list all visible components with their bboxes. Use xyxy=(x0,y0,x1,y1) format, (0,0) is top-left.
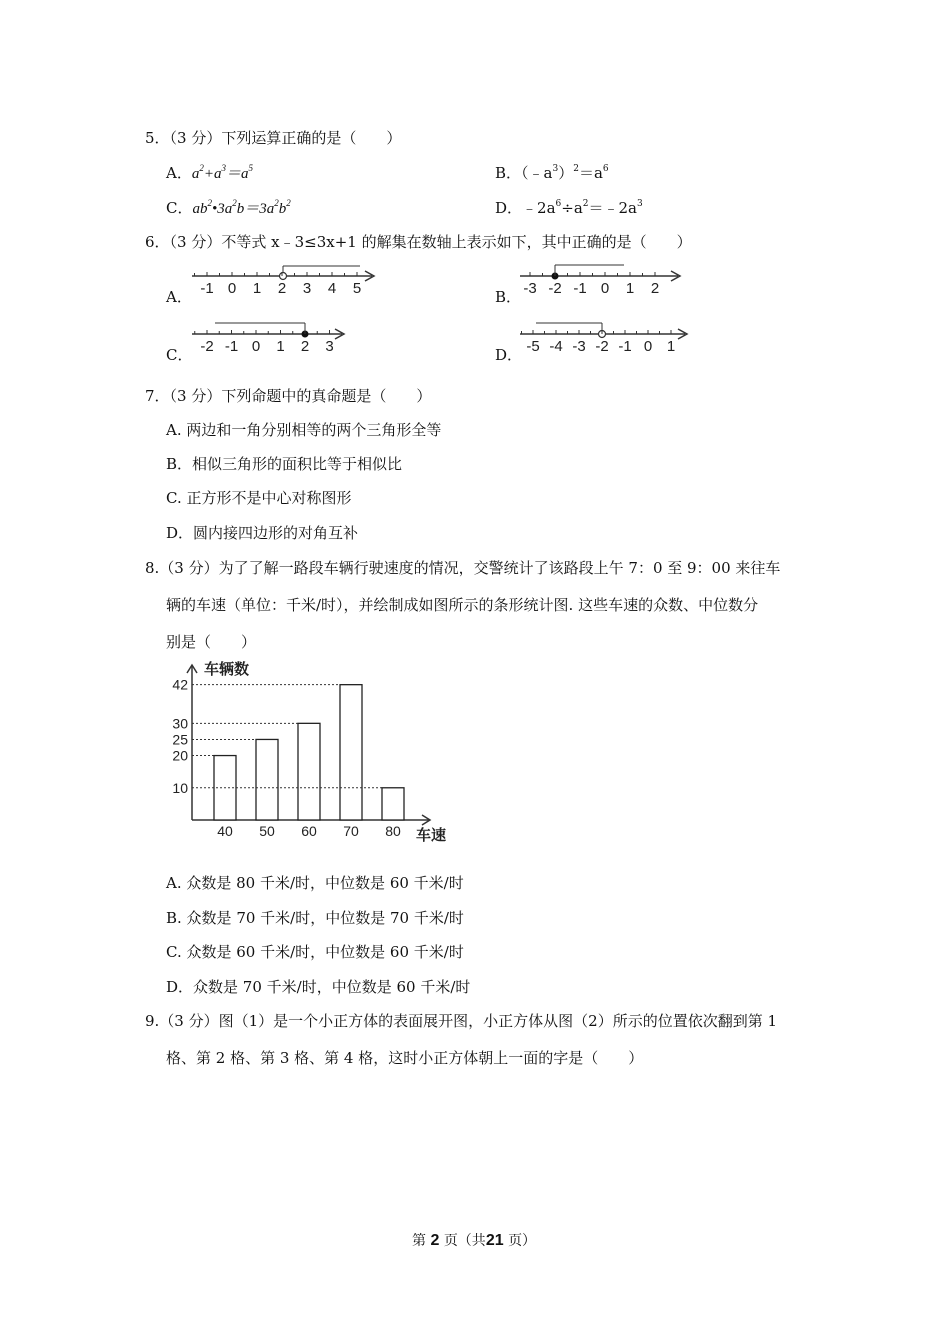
q8-option-d: D．众数是 70 千米/时，中位数是 60 千米/时 xyxy=(166,978,471,996)
y-tick-label: 42 xyxy=(172,676,188,693)
tick-label: 1 xyxy=(666,338,676,355)
bar xyxy=(298,723,320,820)
q6-option-a-label: A． xyxy=(166,288,192,306)
tick-label: 0 xyxy=(251,338,261,355)
q5-option-b: B．$(﹣a^3)^2=a^6$ xyxy=(495,164,609,182)
x-tick-label: 50 xyxy=(259,823,275,839)
q8-option-b: B. 众数是 70 千米/时，中位数是 70 千米/时 xyxy=(166,909,464,927)
tick-label: -5 xyxy=(526,338,540,355)
tick-label: -3 xyxy=(523,280,537,297)
tick-label: -1 xyxy=(200,280,214,297)
q6-option-c-label: C． xyxy=(166,346,193,364)
tick-label: 1 xyxy=(252,280,262,297)
page-total: 21 xyxy=(485,1232,504,1249)
tick-label: 4 xyxy=(327,280,337,297)
tick-label: -1 xyxy=(618,338,632,355)
bar-chart xyxy=(160,655,460,845)
y-axis-label: 车辆数 xyxy=(204,661,250,678)
tick-label: -2 xyxy=(200,338,214,355)
q6-option-b-label: B． xyxy=(495,288,522,306)
q5-d-expr: $﹣2a^6\div a^2=﹣2a^3$ xyxy=(522,199,643,217)
page-footer: 第 2 页（共21 页） xyxy=(412,1232,537,1249)
q7-option-b: B．相似三角形的面积比等于相似比 xyxy=(166,455,403,473)
bar xyxy=(340,685,362,820)
q5-a-expr: $a^2+a^3=a^5$ xyxy=(191,163,253,182)
q5-b-expr: $(﹣a^3)^2=a^6$ xyxy=(521,164,609,182)
number-line-b xyxy=(518,262,688,298)
tick-label: -2 xyxy=(548,280,562,297)
x-tick-label: 80 xyxy=(385,823,401,839)
tick-label: 3 xyxy=(325,338,334,355)
q8-option-c: C. 众数是 60 千米/时，中位数是 60 千米/时 xyxy=(166,943,464,961)
tick-label: -1 xyxy=(224,338,239,355)
q6-option-d-label: D． xyxy=(495,346,523,364)
tick-label: 2 xyxy=(277,280,287,297)
y-tick-label: 25 xyxy=(172,731,188,748)
q5-option-d: D．$﹣2a^6\div a^2=﹣2a^3$ xyxy=(495,199,643,217)
tick-label: 0 xyxy=(600,280,610,297)
bar xyxy=(256,739,278,820)
q5-c-expr: $ab^2•3a^2b=3a^2b^2$ xyxy=(192,198,291,217)
bar xyxy=(382,788,404,820)
q5-option-a: A．$a^2+a^3=a^5$ xyxy=(166,163,253,182)
number-line-a xyxy=(190,262,380,298)
tick-label: -4 xyxy=(549,338,563,355)
q8-line-2: 辆的车速（单位：千米/时），并绘制成如图所示的条形统计图. 这些车速的众数、中位数分 xyxy=(166,596,759,614)
q7-option-c: C. 正方形不是中心对称图形 xyxy=(166,489,352,507)
y-tick-label: 20 xyxy=(172,747,188,764)
q6-stem: 6．（3 分）不等式 x﹣3≤3x+1 的解集在数轴上表示如下，其中正确的是（ ） xyxy=(145,233,692,251)
q8-line-3: 别是（ ） xyxy=(166,633,257,651)
open-circle-icon xyxy=(280,273,287,280)
x-tick-label: 40 xyxy=(217,823,233,839)
number-line-c xyxy=(190,320,350,356)
tick-label: 1 xyxy=(625,280,635,297)
tick-label: 2 xyxy=(650,280,660,297)
q7-option-d: D．圆内接四边形的对角互补 xyxy=(166,524,359,542)
q7-option-a: A. 两边和一角分别相等的两个三角形全等 xyxy=(166,421,442,439)
q9-line-2: 格、第 2 格、第 3 格、第 4 格，这时小正方体朝上一面的字是（ ） xyxy=(166,1049,644,1067)
tick-label: 1 xyxy=(276,338,285,355)
y-tick-label: 30 xyxy=(172,715,188,732)
tick-label: 3 xyxy=(302,280,312,297)
q9-line-1: 9.（3 分）图（1）是一个小正方体的表面展开图，小正方体从图（2）所示的位置依次翻到第 1 xyxy=(145,1012,778,1030)
x-tick-label: 70 xyxy=(343,823,359,839)
q7-stem: 7．（3 分）下列命题中的真命题是（ ） xyxy=(145,387,432,405)
q8-option-a: A. 众数是 80 千米/时，中位数是 60 千米/时 xyxy=(166,874,464,892)
tick-label: 0 xyxy=(643,338,653,355)
q5-option-c: C．$ab^2•3a^2b=3a^2b^2$ xyxy=(166,198,291,217)
tick-label: -1 xyxy=(573,280,587,297)
y-tick-label: 10 xyxy=(172,779,188,796)
tick-label: -2 xyxy=(595,338,609,355)
q5-stem: 5．（3 分）下列运算正确的是（ ） xyxy=(145,129,402,147)
tick-label: 2 xyxy=(300,338,310,355)
number-line-d xyxy=(518,320,693,356)
tick-label: 0 xyxy=(227,280,237,297)
tick-label: -3 xyxy=(572,338,586,355)
x-axis-label: 车速 xyxy=(416,827,447,844)
tick-label: 5 xyxy=(352,280,362,297)
x-tick-label: 60 xyxy=(301,823,317,839)
q8-line-1: 8.（3 分）为了了解一路段车辆行驶速度的情况，交警统计了该路段上午 7：0 至 9：00 来往车 xyxy=(145,559,781,577)
page-number: 2 xyxy=(430,1232,440,1249)
